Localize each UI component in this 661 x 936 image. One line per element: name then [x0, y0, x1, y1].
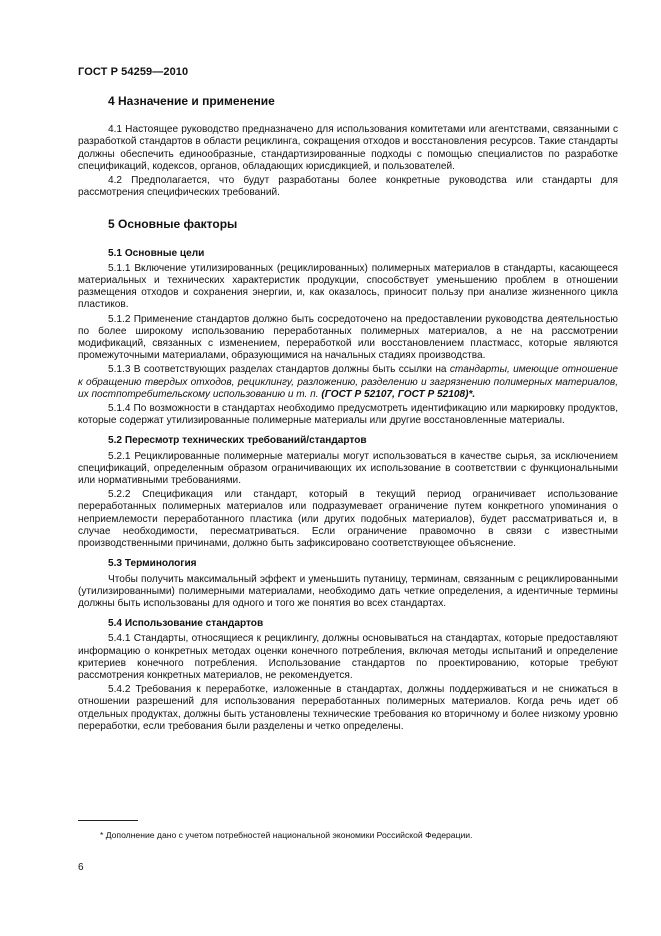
paragraph-5-1-3-refs: (ГОСТ Р 52107, ГОСТ Р 52108)*.	[318, 388, 476, 400]
paragraph-5-4-2: 5.4.2 Требования к переработке, изложенные в стандартах, должны поддерживаться и не снижаться в отношении разрешений для использования переработанных полимерных материалов. Когда речь идет об отдельных продуктах, должны быть установлены технические требования ко вторичному и более низкому уровню переработки, если требования были разделены и четко определены.	[78, 684, 618, 732]
section-4-heading: 4 Назначение и применение	[108, 94, 275, 108]
document-header: ГОСТ Р 54259—2010	[78, 66, 189, 78]
paragraph-5-1-2: 5.1.2 Применение стандартов должно быть сосредоточено на предоставлении руководства деятельностью по более широкому использованию переработанных полимерных материалов, а не на рассмотрении модификаций, связанных с изменением, переработкой или восстановлением пластмасс, которые являются промежуточными материалами, образующимися на начальных стадиях производства.	[78, 313, 618, 362]
paragraph-4-1: 4.1 Настоящее руководство предназначено для использования комитетами или агентствами, связанными с разработкой стандартов в области рециклинга, сокращения отходов и восстановления ресурсов. Такие стандарты должны обеспечить единообразные, стандартизированные подходы с помощью специалистов по разработке спецификаций, кодексов, органов, обладающих юрисдикцией, и пользователей.	[78, 124, 618, 172]
paragraph-5-1-3-lead: 5.1.3 В соответствующих разделах стандартов должны быть ссылки на	[108, 364, 450, 376]
paragraph-5-2-1: 5.2.1 Рециклированные полимерные материалы могут использоваться в качестве сырья, за исключением спецификаций, определенным образом ограничивающих их использование в соответствии с функциональными или нормативными требованиями.	[78, 450, 618, 487]
subsection-5-2-heading: 5.2 Пересмотр технических требований/стандартов	[108, 435, 367, 447]
section-5-heading: 5 Основные факторы	[108, 217, 238, 232]
document-body	[78, 90, 618, 733]
subsection-5-1-heading: 5.1 Основные цели	[108, 247, 205, 259]
footnote-divider	[78, 820, 138, 821]
subsection-5-3-heading: 5.3 Терминология	[108, 558, 197, 570]
paragraph-5-4-1: 5.4.1 Стандарты, относящиеся к рециклингу, должны основываться на стандартах, которые предоставляют информацию о конкретных методах оценки конечного потребления, включая методы испытаний и определение критериев конечного потребления. Использование стандартов по проектированию, которые требуют рассмотрения конкретных материалов, не рекомендуется.	[78, 633, 618, 681]
paragraph-5-3: Чтобы получить максимальный эффект и уменьшить путаницу, терминам, связанным с рециклированными (утилизированными) полимерными материалами, необходимо дать четкие определения, а идентичные термины должны быть использованы для одного и того же понятия во всех стандартах.	[78, 573, 618, 609]
paragraph-5-1-3	[78, 364, 618, 401]
paragraph-5-1-1: 5.1.1 Включение утилизированных (рециклированных) полимерных материалов в стандарты, касающееся материальных и технических характеристик продукции, способствует уменьшению проблем в отношении размещения отходов и сохранения энергии, и, как оказалось, приносит пользу при анализе жизненного цикла пластиков.	[78, 262, 618, 311]
paragraph-4-2: 4.2 Предполагается, что будут разработаны более конкретные руководства или стандарты для рассмотрения специфических требований.	[78, 175, 618, 199]
paragraph-5-2-2: 5.2.2 Спецификация или стандарт, который в текущий период ограничивает использование переработанных полимерных материалов или подразумевает ограничение путем конкретного упоминания о неприемлемости переработанного пластика (или других подобных материалов), будет рассматриваться и, в случае необходимости, пересматриваться. Если ограничение правомочно в связи с известными производственными причинами, должно быть зафиксировано соответствующее объяснение.	[78, 489, 618, 550]
footnote: * Дополнение дано с учетом потребностей национальной экономики Российской Федерации.	[100, 830, 473, 840]
paragraph-5-1-4: 5.1.4 По возможности в стандартах необходимо предусмотреть идентификацию или маркировку продуктов, которые содержат утилизированные полимерные материалы или другие восстановленные материалы.	[78, 403, 618, 427]
page-number: 6	[78, 862, 84, 873]
paragraph-5-1-3-emphasis: стандарты, имеющие отношение к обращению твердых отходов, рециклингу, разложению, разделению и загрязнению полимерных материалов, их постпотребительскому использованию и т. п.	[78, 364, 618, 400]
subsection-5-4-heading: 5.4 Использование стандартов	[108, 618, 264, 630]
